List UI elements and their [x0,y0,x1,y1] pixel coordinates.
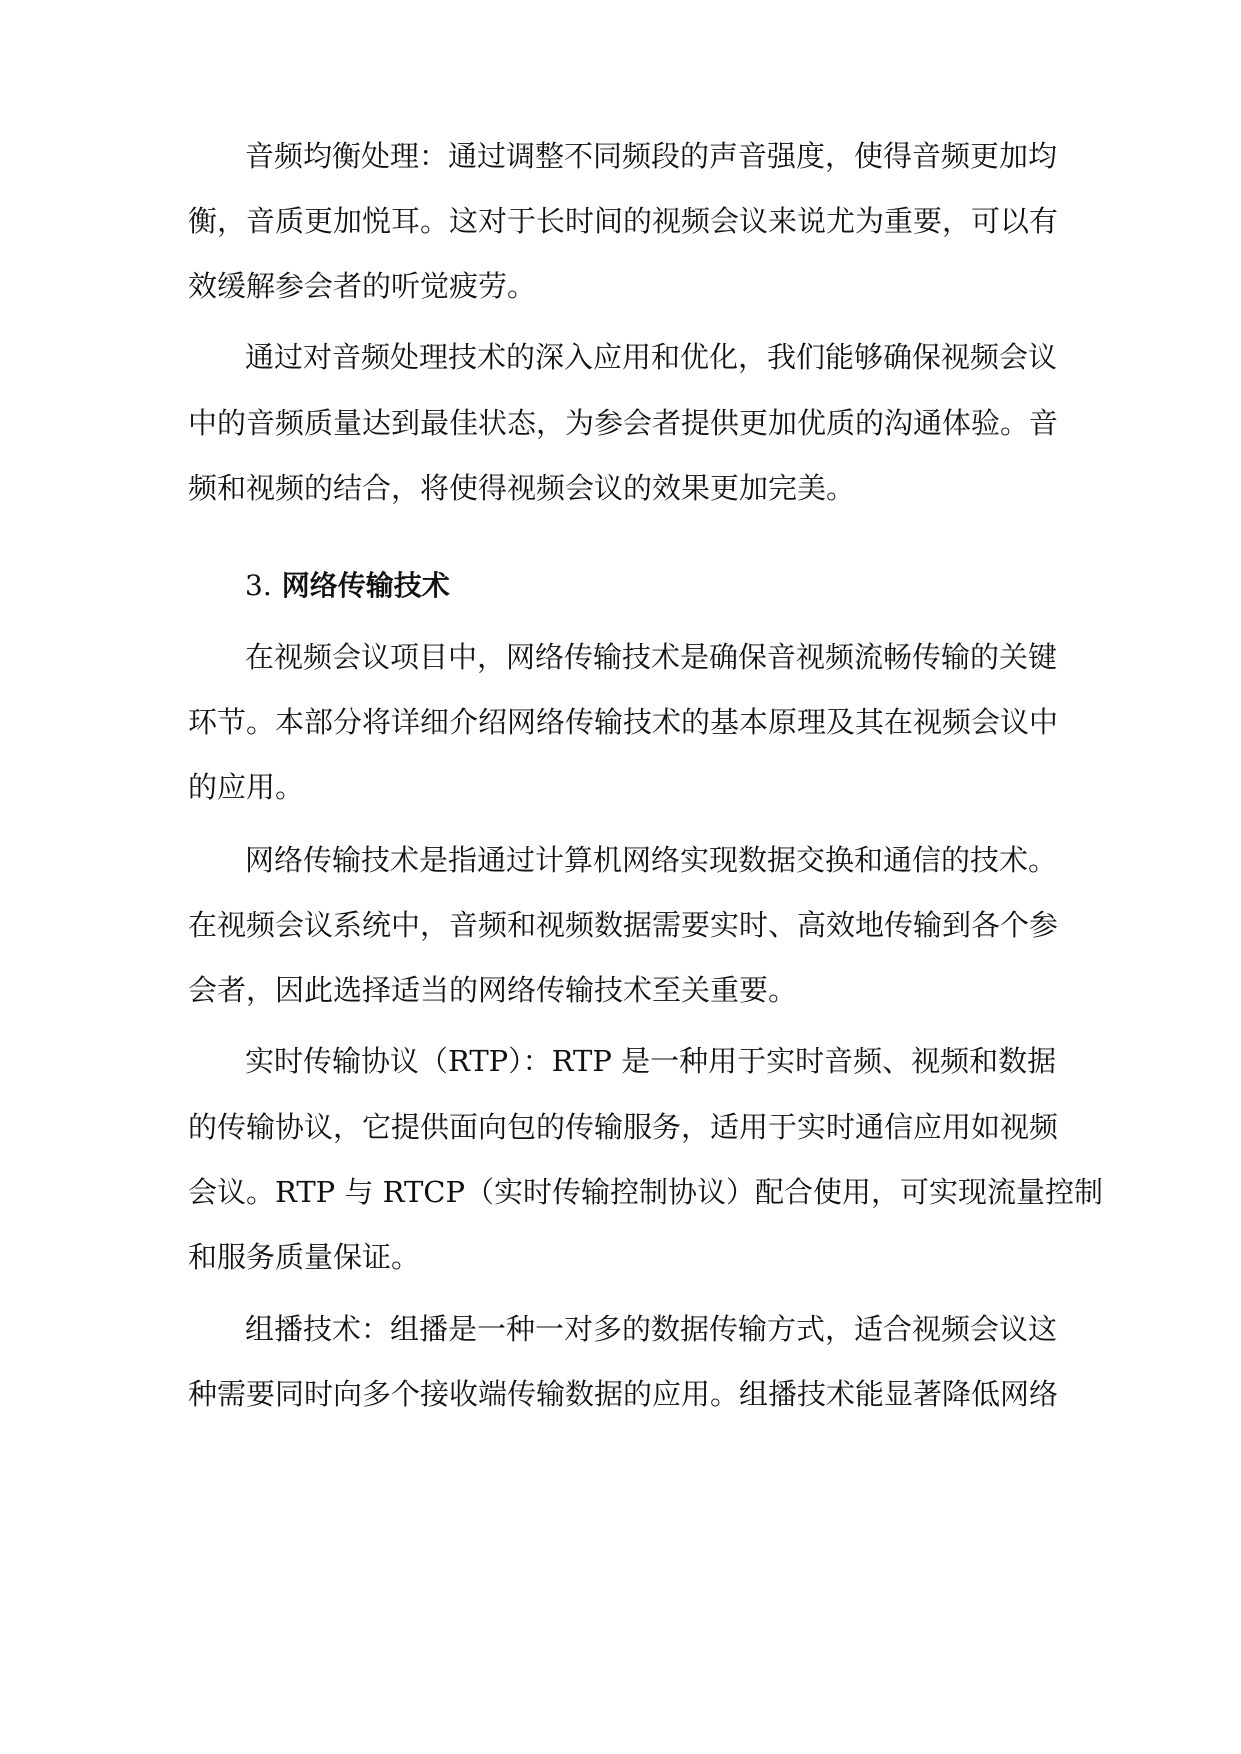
paragraph-audio-summary-line-2: 中的音频质量达到最佳状态，为参会者提供更加优质的沟通体验。音 [188,406,1059,440]
paragraph-multicast-line-1: 组播技术：组播是一种一对多的数据传输方式，适合视频会议这 [245,1312,1058,1346]
section-heading [245,566,450,606]
paragraph-audio-eq-line-2: 衡，音质更加悦耳。这对于长时间的视频会议来说尤为重要，可以有 [188,204,1059,238]
paragraph-audio-eq-line-1: 音频均衡处理：通过调整不同频段的声音强度，使得音频更加均 [245,139,1058,173]
section-number: 3. [245,569,272,602]
paragraph-network-definition-line-1: 网络传输技术是指通过计算机网络实现数据交换和通信的技术。 [245,843,1058,877]
paragraph-rtp-line-1: 实时传输协议（RTP）：RTP 是一种用于实时音频、视频和数据 [245,1044,1057,1078]
paragraph-audio-summary-line-1: 通过对音频处理技术的深入应用和优化，我们能够确保视频会议 [245,340,1058,374]
section-title: 网络传输技术 [281,569,450,602]
paragraph-network-intro-line-2: 环节。本部分将详细介绍网络传输技术的基本原理及其在视频会议中 [188,705,1059,739]
paragraph-rtp-line-4: 和服务质量保证。 [188,1240,421,1274]
paragraph-rtp-line-2: 的传输协议，它提供面向包的传输服务，适用于实时通信应用如视频 [188,1110,1059,1144]
paragraph-network-definition-line-3: 会者，因此选择适当的网络传输技术至关重要。 [188,973,798,1007]
paragraph-multicast-line-2: 种需要同时向多个接收端传输数据的应用。组播技术能显著降低网络 [188,1377,1059,1411]
paragraph-network-definition-line-2: 在视频会议系统中，音频和视频数据需要实时、高效地传输到各个参 [188,908,1059,942]
paragraph-audio-eq-line-3: 效缓解参会者的听觉疲劳。 [188,269,537,303]
paragraph-network-intro-line-1: 在视频会议项目中，网络传输技术是确保音视频流畅传输的关键 [245,640,1058,674]
paragraph-network-intro-line-3: 的应用。 [188,770,305,804]
paragraph-audio-summary-line-3: 频和视频的结合，将使得视频会议的效果更加完美。 [188,471,856,505]
paragraph-rtp-line-3: 会议。RTP 与 RTCP（实时传输控制协议）配合使用，可实现流量控制 [188,1175,1103,1209]
